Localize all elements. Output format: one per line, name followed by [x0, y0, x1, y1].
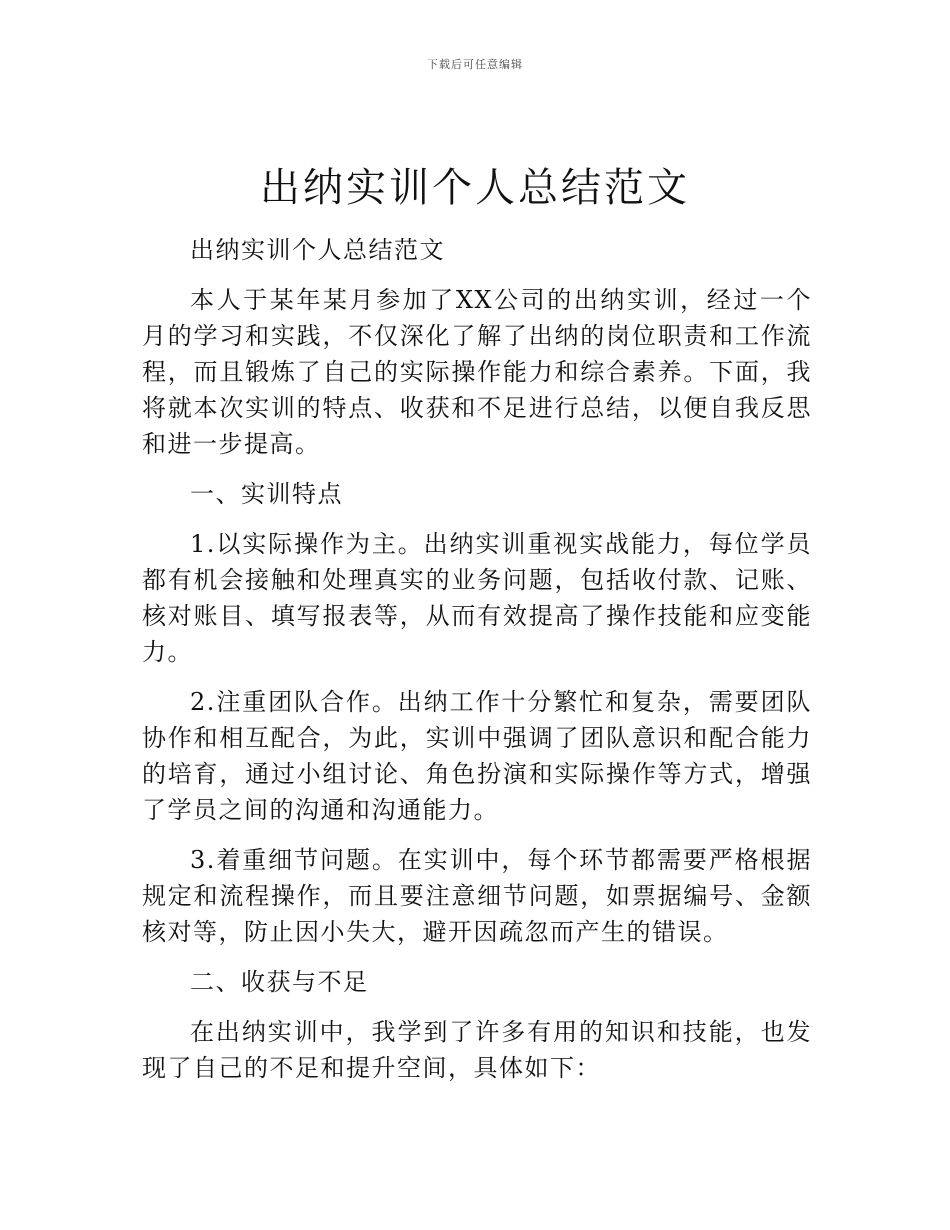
document-subtitle: 出纳实训个人总结范文 [190, 236, 445, 264]
running-header: 下载后可任意编辑 [427, 58, 523, 71]
document-title: 出纳实训个人总结范文 [260, 165, 690, 211]
section-heading-training-features: 一、实训特点 [190, 480, 343, 508]
gains-intro-paragraph: 在出纳实训中，我学到了许多有用的知识和技能，也发现了自己的不足和提升空间，具体如下： [142, 1018, 812, 1082]
feature-item-3: 3.着重细节问题。在实训中，每个环节都需要严格根据规定和流程操作，而且要注意细节问题，如票据编号、金额核对等，防止因小失大，避开因疏忽而产生的错误。 [142, 846, 812, 946]
feature-item-1: 1.以实际操作为主。出纳实训重视实战能力，每位学员都有机会接触和处理真实的业务问题，包括收付款、记账、核对账目、填写报表等，从而有效提高了操作技能和应变能力。 [142, 530, 812, 666]
intro-paragraph: 本人于某年某月参加了XX公司的出纳实训，经过一个月的学习和实践，不仅深化了解了出纳的岗位职责和工作流程，而且锻炼了自己的实际操作能力和综合素养。下面，我将就本次实训的特点、收获和不足进行总结，以便自我反思和进一步提高。 [142, 286, 812, 458]
document-body [142, 232, 812, 1100]
feature-item-2: 2.注重团队合作。出纳工作十分繁忙和复杂，需要团队协作和相互配合，为此，实训中强调了团队意识和配合能力的培育，通过小组讨论、角色扮演和实际操作等方式，增强了学员之间的沟通和沟通能力。 [142, 688, 812, 824]
section-heading-gains-shortcomings: 二、收获与不足 [190, 968, 369, 996]
